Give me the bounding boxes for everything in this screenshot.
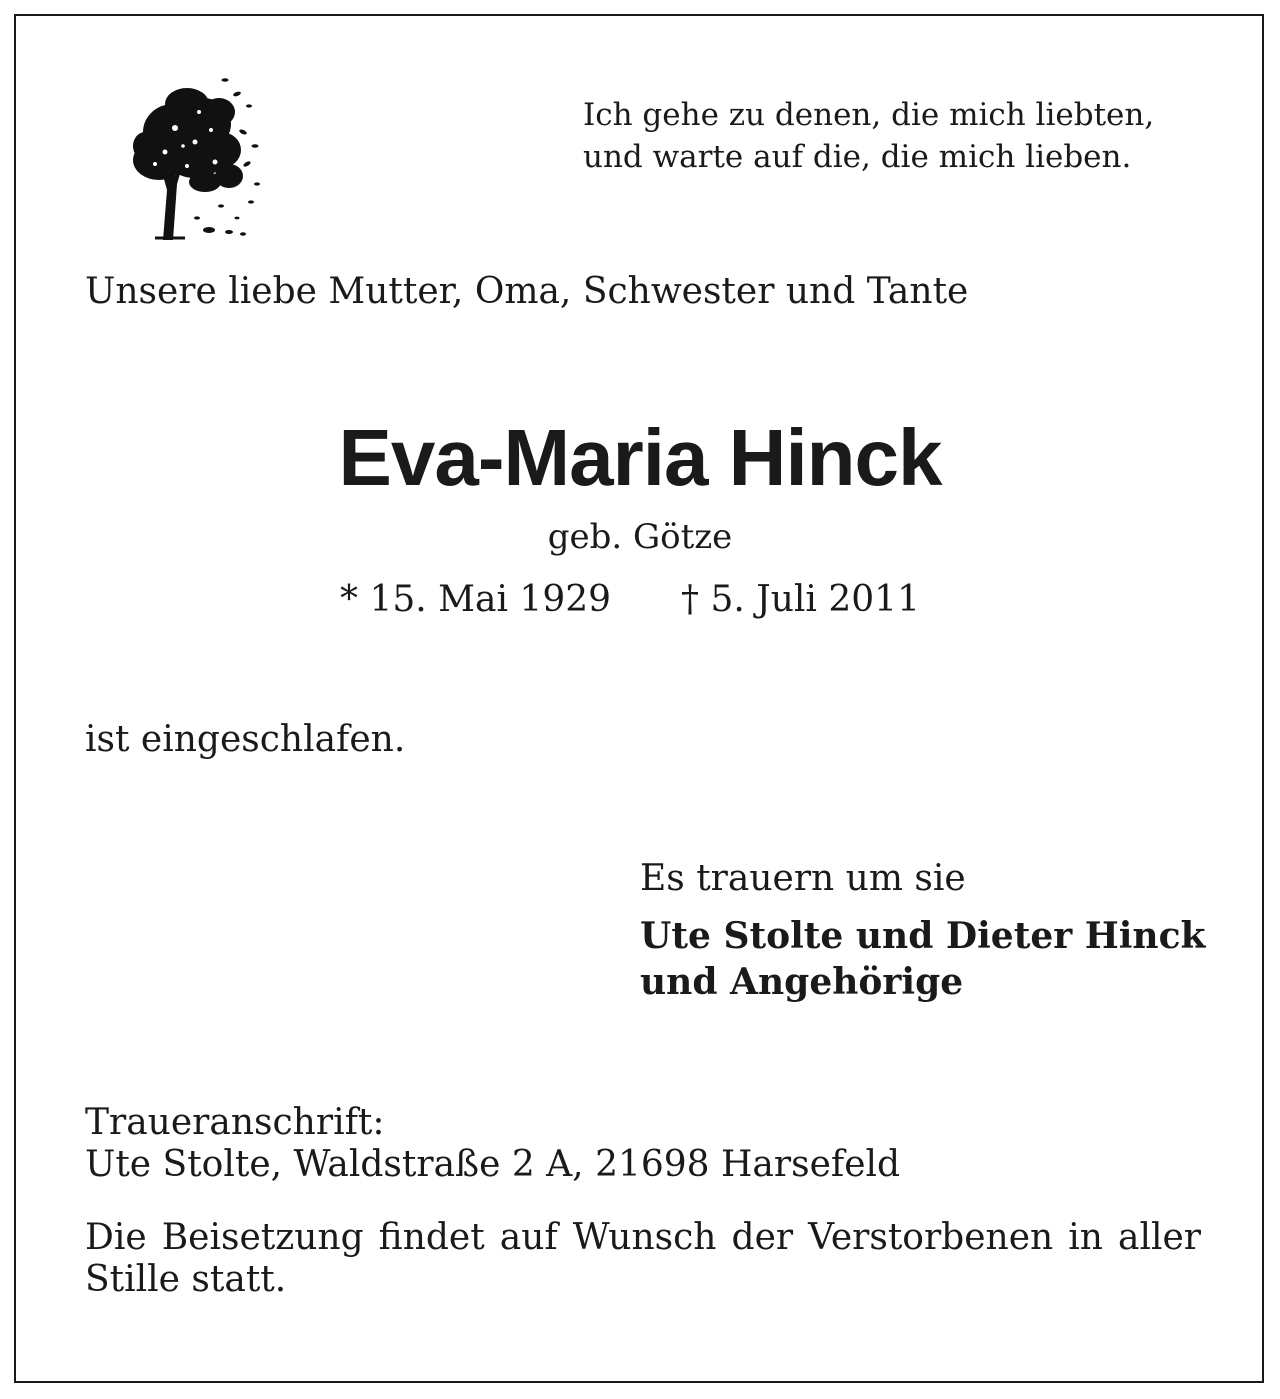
address-value: Ute Stolte, Waldstraße 2 A, 21698 Harsefeld xyxy=(85,1144,901,1185)
epigraph-line-2: und warte auf die, die mich lieben. xyxy=(583,139,1132,175)
burial-notice: Die Beisetzung findet auf Wunsch der Verstorbenen in aller Stille statt. xyxy=(85,1217,1201,1300)
condolence-address xyxy=(85,1102,900,1186)
deceased-name: Eva-Maria Hinck xyxy=(338,413,942,502)
death-date: † 5. Juli 2011 xyxy=(681,579,920,620)
mourners-line-2: und Angehörige xyxy=(640,961,964,1003)
passed-text: ist eingeschlafen. xyxy=(85,719,406,760)
mourners-line-1: Ute Stolte und Dieter Hinck xyxy=(640,915,1206,957)
mourners-intro: Es trauern um sie xyxy=(640,858,966,899)
intro-text: Unsere liebe Mutter, Oma, Schwester und Tante xyxy=(85,271,969,312)
mourners-names xyxy=(640,913,1205,1005)
tree-icon xyxy=(125,72,265,240)
epigraph-quote xyxy=(583,94,1154,178)
address-label: Traueranschrift: xyxy=(85,1102,385,1143)
epigraph-line-1: Ich gehe zu denen, die mich liebten, xyxy=(583,97,1155,133)
birth-date: * 15. Mai 1929 xyxy=(340,579,612,620)
life-dates xyxy=(340,578,920,622)
maiden-name: geb. Götze xyxy=(547,517,733,557)
